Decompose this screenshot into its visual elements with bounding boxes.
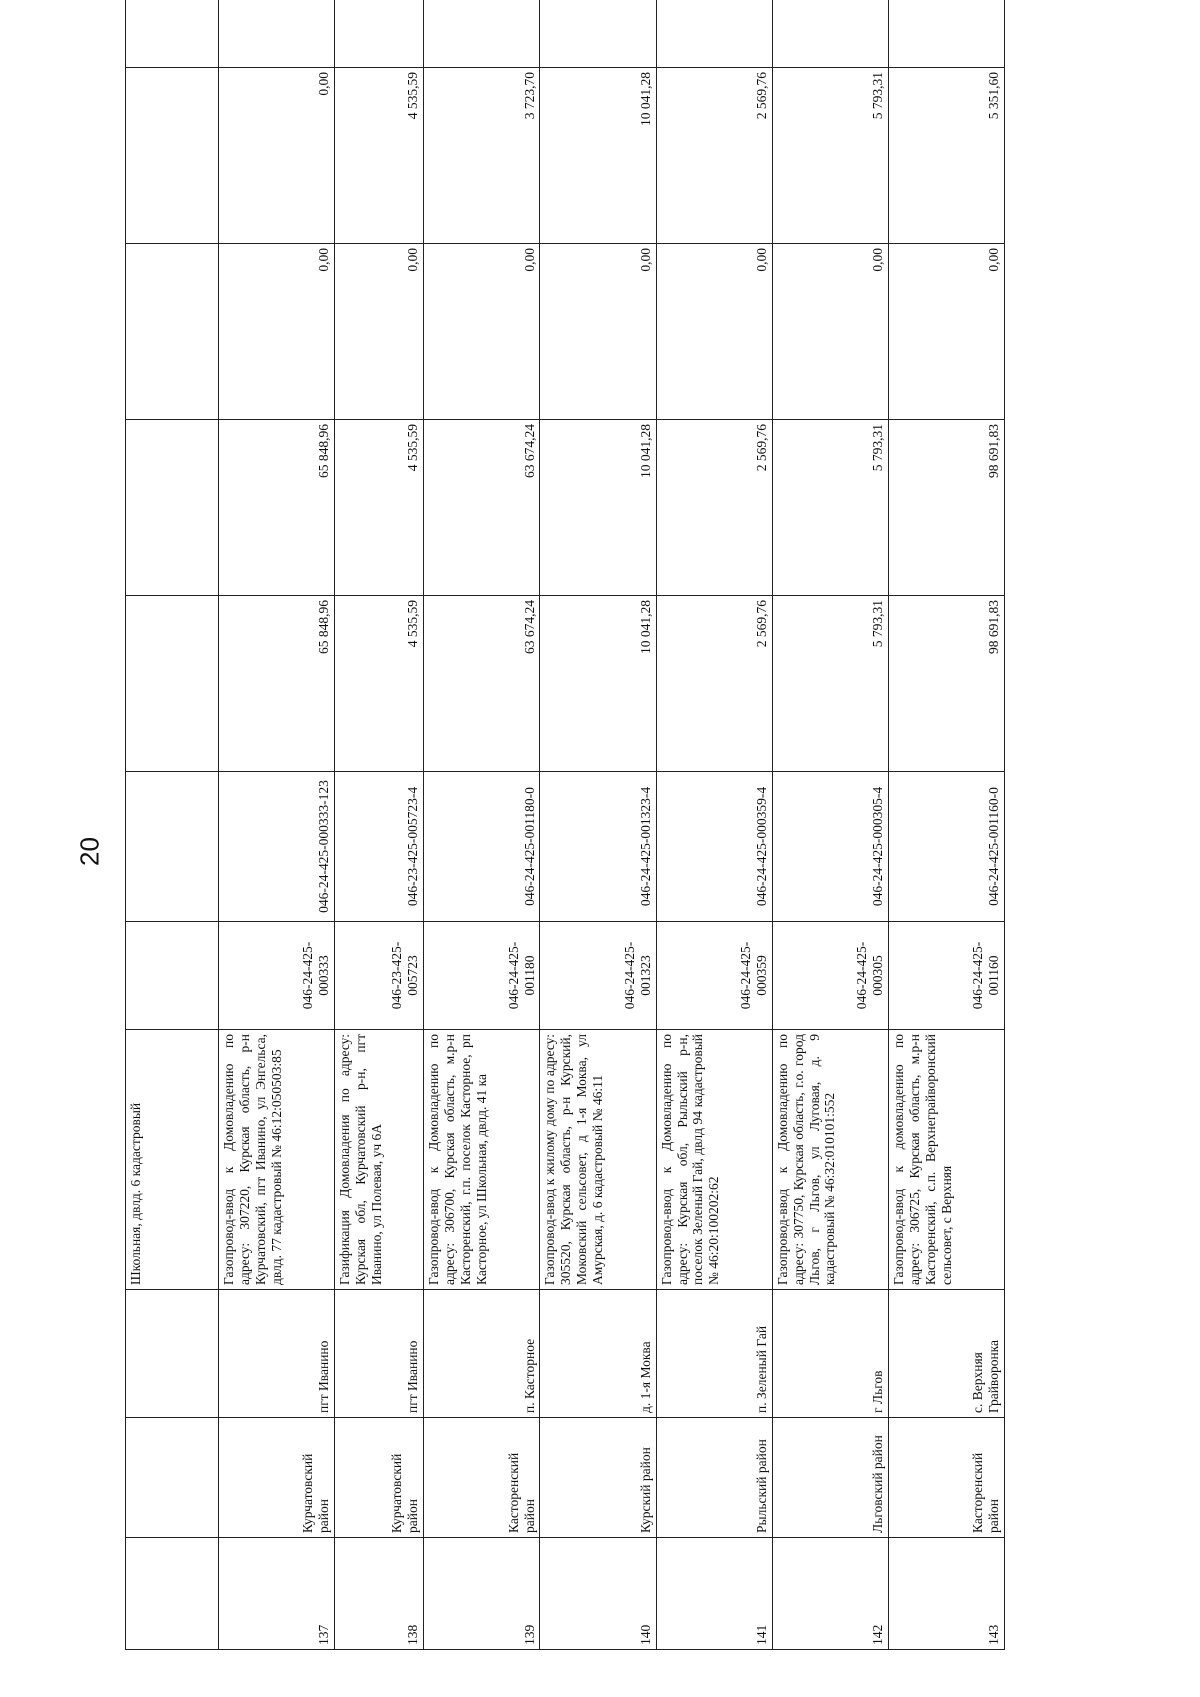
cell-value-1 (126, 596, 219, 772)
table-row (772, 0, 888, 1650)
landscape-table (125, 72, 1005, 1650)
cell-contract (126, 772, 219, 922)
table-row (888, 0, 1004, 1650)
cell-value-1: 63 674,24 (424, 596, 540, 772)
cell-value-3: 0,00 (424, 244, 540, 420)
cell-code: 046-24-425-001180 (424, 922, 540, 1030)
cell-value-2 (126, 420, 219, 596)
cell-value-1: 5 793,31 (772, 596, 888, 772)
cell-description: Газопровод-ввод к Домовладению по адресу: 307220, Курская область, р-н Курчатовский, пгт Иванино, ул Энгельса, двлд. 77 кадастровый № 46:12:050503:85 (219, 1030, 335, 1290)
cell-district: Льговский район (772, 1418, 888, 1538)
cell-code: 046-23-425-005723 (335, 922, 424, 1030)
cell-value-5 (540, 0, 656, 68)
cell-value-4: 5 351,60 (888, 68, 1004, 244)
cell-district: Курский район (540, 1418, 656, 1538)
cell-value-4: 2 569,76 (656, 68, 772, 244)
table-row (219, 0, 335, 1650)
cell-locality: г Льгов (772, 1290, 888, 1418)
cell-value-3: 0,00 (540, 244, 656, 420)
cell-code: 046-24-425-001160 (888, 922, 1004, 1030)
cell-contract: 046-23-425-005723-4 (335, 772, 424, 922)
cell-value-2: 2 569,76 (656, 420, 772, 596)
cell-contract: 046-24-425-000333-123 (219, 772, 335, 922)
cell-district: Курчатовский район (335, 1418, 424, 1538)
cell-num: 141 (656, 1538, 772, 1650)
cell-description: Газопровод-ввод к Домовладению по адресу: 306700, Курская область, м.р-н Касторенский, г.п. поселок Касторное, рп Касторное, ул Школьная, двлд. 41 ка (424, 1030, 540, 1290)
cell-value-5 (656, 0, 772, 68)
table-container (125, 72, 1005, 1650)
cell-district: Касторенский район (424, 1418, 540, 1538)
cell-num: 140 (540, 1538, 656, 1650)
cell-value-3: 0,00 (335, 244, 424, 420)
cell-value-1: 10 041,28 (540, 596, 656, 772)
cell-description: Газопровод-ввод к жилому дому по адресу: 305520, Курская область, р-н Курский, Моковский сельсовет, д 1-я Моква, ул Амурская, д. 6 кадастровый № 46:11 (540, 1030, 656, 1290)
cell-num: 143 (888, 1538, 1004, 1650)
cell-description: Газификация Домовладения по адресу: Курская обл, Курчатовский р-н, пгт Иванино, ул Полевая, уч 6А (335, 1030, 424, 1290)
cell-contract: 046-24-425-000359-4 (656, 772, 772, 922)
cell-value-5 (424, 0, 540, 68)
cell-value-2: 5 793,31 (772, 420, 888, 596)
cell-locality: д. 1-я Моква (540, 1290, 656, 1418)
cell-contract: 046-24-425-001180-0 (424, 772, 540, 922)
cell-value-1: 98 691,83 (888, 596, 1004, 772)
cell-contract: 046-24-425-000305-4 (772, 772, 888, 922)
cell-description: Газопровод-ввод к Домовладению по адресу: Курская обл, Рыльский р-н, поселок Зеленый Гай, двлд 94 кадастровый № 46:20:100202:62 (656, 1030, 772, 1290)
cell-num (126, 1538, 219, 1650)
cell-locality: пгт Иванино (219, 1290, 335, 1418)
cell-locality: п. Зеленый Гай (656, 1290, 772, 1418)
cell-code: 046-24-425-000333 (219, 922, 335, 1030)
cell-value-3: 0,00 (219, 244, 335, 420)
cell-contract: 046-24-425-001323-4 (540, 772, 656, 922)
cell-locality: п. Касторное (424, 1290, 540, 1418)
cell-value-4: 3 723,70 (424, 68, 540, 244)
cell-value-3 (126, 244, 219, 420)
cell-value-5 (126, 0, 219, 68)
cell-value-5 (888, 0, 1004, 68)
table-row (126, 0, 219, 1650)
cell-num: 142 (772, 1538, 888, 1650)
cell-district (126, 1418, 219, 1538)
cell-value-3: 0,00 (656, 244, 772, 420)
cell-contract: 046-24-425-001160-0 (888, 772, 1004, 922)
table-row (335, 0, 424, 1650)
cell-value-1: 4 535,59 (335, 596, 424, 772)
cell-value-2: 98 691,83 (888, 420, 1004, 596)
cell-description: Газопровод-ввод к Домовладению по адресу: 307750, Курская область, г.о. город Льгов, г Льгов, ул Луговая, д. 9 кадастровый № 46:32:010101:552 (772, 1030, 888, 1290)
cell-value-3: 0,00 (772, 244, 888, 420)
cell-description: Газопровод-ввод к домовладению по адресу: 306725, Курская область, м.р-н Касторенский, с.п. Верхнеграйворонский сельсовет, с Верхняя (888, 1030, 1004, 1290)
cell-value-4 (126, 68, 219, 244)
cell-value-4: 4 535,59 (335, 68, 424, 244)
cell-value-1: 2 569,76 (656, 596, 772, 772)
table-row (656, 0, 772, 1650)
cell-district: Рыльский район (656, 1418, 772, 1538)
table-row (540, 0, 656, 1650)
cell-value-2: 4 535,59 (335, 420, 424, 596)
cell-value-5 (772, 0, 888, 68)
cell-value-4: 10 041,28 (540, 68, 656, 244)
cell-value-4: 5 793,31 (772, 68, 888, 244)
page-number: 20 (74, 837, 105, 866)
cell-value-5 (335, 0, 424, 68)
cell-num: 139 (424, 1538, 540, 1650)
cell-code: 046-24-425-000305 (772, 922, 888, 1030)
objects-table (125, 0, 1005, 1650)
cell-num: 137 (219, 1538, 335, 1650)
cell-locality: с. Верхняя Грайворонка (888, 1290, 1004, 1418)
cell-value-3: 0,00 (888, 244, 1004, 420)
cell-description: Школьная, двлд. 6 кадастровый (126, 1030, 219, 1290)
cell-district: Курчатовский район (219, 1418, 335, 1538)
cell-code: 046-24-425-001323 (540, 922, 656, 1030)
cell-value-5 (219, 0, 335, 68)
cell-value-1: 65 848,96 (219, 596, 335, 772)
cell-code: 046-24-425-000359 (656, 922, 772, 1030)
cell-district: Касторенский район (888, 1418, 1004, 1538)
cell-value-2: 10 041,28 (540, 420, 656, 596)
cell-locality (126, 1290, 219, 1418)
table-row (424, 0, 540, 1650)
cell-num: 138 (335, 1538, 424, 1650)
cell-value-4: 0,00 (219, 68, 335, 244)
cell-code (126, 922, 219, 1030)
cell-value-2: 65 848,96 (219, 420, 335, 596)
cell-locality: пгт Иванино (335, 1290, 424, 1418)
cell-value-2: 63 674,24 (424, 420, 540, 596)
